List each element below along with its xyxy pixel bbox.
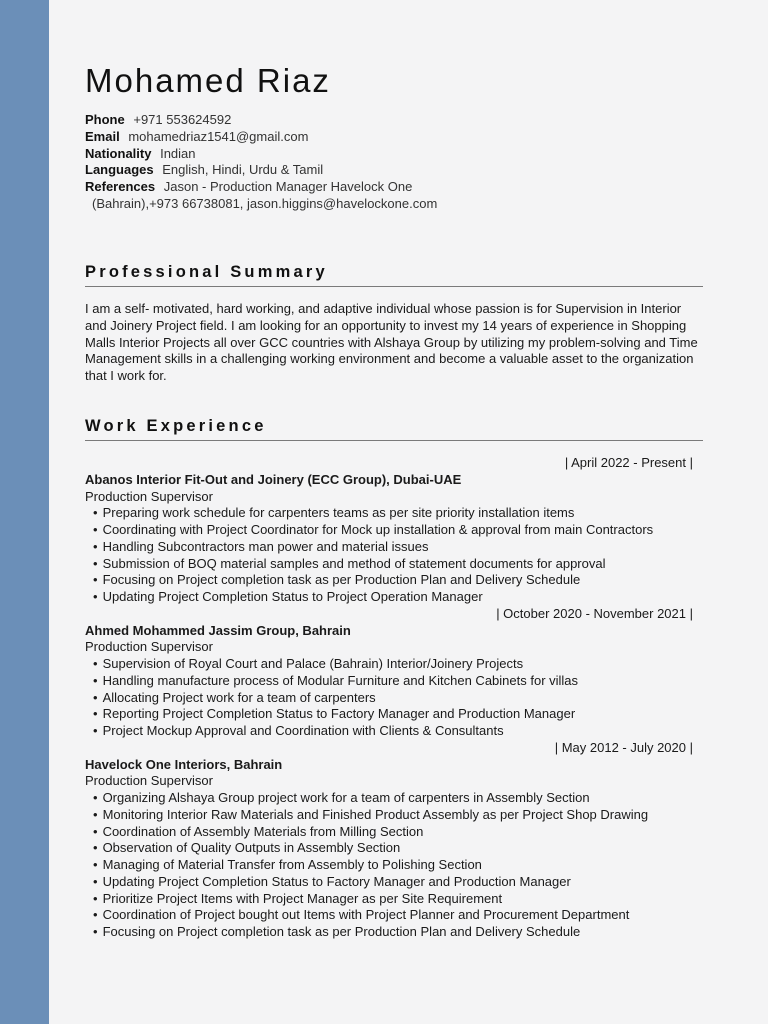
duty-item: • Supervision of Royal Court and Palace (Bahrain) Interior/Joinery Projects xyxy=(93,656,693,673)
email-value: mohamedriaz1541@gmail.com xyxy=(128,128,309,144)
professional-summary-heading: Professional Summary xyxy=(85,263,703,287)
phone-value: +971 553624592 xyxy=(133,112,232,127)
job-role: Production Supervisor xyxy=(85,773,213,789)
job-role: Production Supervisor xyxy=(85,639,213,655)
job-company: Havelock One Interiors, Bahrain xyxy=(85,756,283,772)
candidate-name: Mohamed Riaz xyxy=(85,62,331,99)
professional-summary-text: I am a self- motivated, hard working, and adaptive individual whose passion is for Supervision in Interior and Joinery Project field. I am looking for an opportunity to invest my 14 years of experience in Shopping Malls Interior Projects all over GCC countries with Alshaya Group by utilizing my problem-solving and Time Management skills in a challenging working environment and become a valuable asset to the organization that I work for. xyxy=(85,301,698,384)
duty-item: • Project Mockup Approval and Coordination with Clients & Consultants xyxy=(93,723,693,740)
job-company: Ahmed Mohammed Jassim Group, Bahrain xyxy=(85,622,351,638)
duty-item: • Observation of Quality Outputs in Assembly Section xyxy=(93,840,693,857)
job-entry xyxy=(85,740,693,941)
references-label: References xyxy=(85,179,156,195)
job-entry xyxy=(85,606,693,740)
work-experience-list xyxy=(85,455,693,941)
languages-value: English, Hindi, Urdu & Tamil xyxy=(162,162,324,178)
duty-item: • Handling Subcontractors man power and material issues xyxy=(93,539,693,556)
duty-item: • Allocating Project work for a team of carpenters xyxy=(93,690,693,707)
duty-item: • Focusing on Project completion task as per Production Plan and Delivery Schedule xyxy=(93,924,693,941)
duty-item: • Focusing on Project completion task as per Production Plan and Delivery Schedule xyxy=(93,572,693,589)
duty-item: • Coordination of Assembly Materials from Milling Section xyxy=(93,824,693,841)
duty-item: • Updating Project Completion Status to Factory Manager and Production Manager xyxy=(93,874,693,891)
job-date: | April 2022 - Present | xyxy=(564,455,693,470)
duty-item: • Updating Project Completion Status to Project Operation Manager xyxy=(93,589,693,606)
email-label: Email xyxy=(85,128,120,144)
references-value-line1: Jason - Production Manager Havelock One xyxy=(163,179,413,195)
duty-item: • Managing of Material Transfer from Assembly to Polishing Section xyxy=(93,857,693,874)
job-company: Abanos Interior Fit-Out and Joinery (ECC Group), Dubai-UAE xyxy=(85,471,462,487)
duty-item: • Prioritize Project Items with Project Manager as per Site Requirement xyxy=(93,891,693,908)
email-row xyxy=(85,129,703,146)
job-date: | October 2020 - November 2021 | xyxy=(496,605,693,621)
duty-item: • Coordinating with Project Coordinator for Mock up installation & approval from main Contractors xyxy=(93,522,693,539)
languages-label: Languages xyxy=(85,162,154,178)
job-duties xyxy=(85,505,693,606)
contact-block xyxy=(85,112,703,213)
languages-row xyxy=(85,162,703,179)
job-entry xyxy=(85,455,693,606)
phone-label: Phone xyxy=(85,112,125,127)
nationality-row xyxy=(85,146,703,163)
duty-item: • Submission of BOQ material samples and method of statement documents for approval xyxy=(93,556,693,573)
duty-item: • Monitoring Interior Raw Materials and Finished Product Assembly as per Project Shop Drawing xyxy=(93,807,693,824)
job-role: Production Supervisor xyxy=(85,488,213,504)
nationality-value: Indian xyxy=(160,145,196,161)
side-accent-bar xyxy=(0,0,49,1024)
duty-item: • Handling manufacture process of Modular Furniture and Kitchen Cabinets for villas xyxy=(93,673,693,690)
job-date: | May 2012 - July 2020 | xyxy=(554,739,693,755)
duty-item: • Reporting Project Completion Status to Factory Manager and Production Manager xyxy=(93,706,693,723)
phone-row xyxy=(85,112,703,129)
work-experience-heading: Work Experience xyxy=(85,417,703,441)
duty-item: • Coordination of Project bought out Items with Project Planner and Procurement Department xyxy=(93,907,693,924)
duty-item: • Organizing Alshaya Group project work for a team of carpenters in Assembly Section xyxy=(93,790,693,807)
references-row xyxy=(85,179,703,196)
duty-item: • Preparing work schedule for carpenters teams as per site priority installation items xyxy=(93,505,693,522)
job-duties xyxy=(85,656,693,740)
references-value-line2: (Bahrain),+973 66738081, jason.higgins@havelockone.com xyxy=(92,195,438,211)
nationality-label: Nationality xyxy=(85,145,152,161)
job-duties xyxy=(85,790,693,941)
